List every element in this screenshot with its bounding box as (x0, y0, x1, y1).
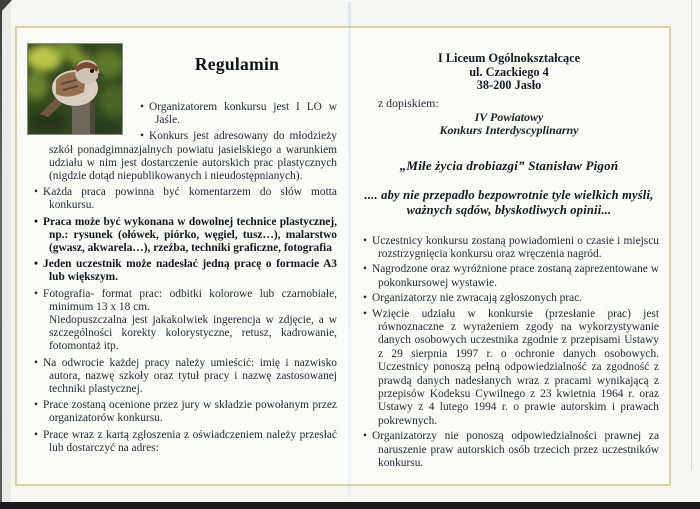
leaflet-sheet (15, 26, 671, 486)
bullet-marker (363, 263, 372, 275)
list-item-text: Prace wraz z kartą zgłoszenia z oświadczeniem należy przesłać lub dostarczyć na adres: (43, 428, 337, 454)
left-page (17, 28, 347, 484)
bullet-marker (363, 292, 372, 304)
motto-quote: „Miłe życia drobiazgi” Stanisław Pigoń (399, 157, 619, 173)
list-item-text: Wzięcie udziału w konkursie (przesłanie prac) jest równoznaczne z wyrażeniem zgody na wykorzystywanie danych osobowych uczestnika zgodnie z przepisami Ustawy z 29 sierpnia 1997 r. o ochronie danych osobowych. Uczestnicy ponoszą pełną odpowiedzialność za zgodność z prawdą danych nadesłanych wraz z pracami wynikającą z przepisów Kodeksu Cywilnego z 23 kwietnia 1964 r. oraz Ustawy z 4 lutego 1994 r. o prawie autorskim i prawach pokrewnych. (372, 307, 659, 427)
bullet-marker (34, 357, 43, 369)
sparrow-photo (27, 43, 123, 135)
list-item (30, 429, 337, 455)
motto-line1: .... aby nie przepadło bezpowrotnie tyle wielkich myśli, (364, 187, 654, 202)
bullet-marker (363, 308, 372, 320)
address-line-city: 38-200 Jasło (476, 78, 542, 92)
right-page (347, 28, 669, 484)
list-item (30, 357, 337, 397)
list-item (30, 258, 337, 284)
list-item (359, 430, 659, 470)
bullet-marker (34, 186, 43, 198)
motto-text (359, 188, 659, 219)
list-item-text: Każda praca powinna być komentarzem do słów motta konkursu. (43, 186, 337, 212)
scan-edge-left-line (0, 0, 2, 509)
scan-edge-right-line (691, 0, 692, 470)
list-item (359, 308, 659, 429)
address-block (359, 52, 659, 93)
bullet-marker (363, 430, 372, 442)
list-item-text: Jeden uczestnik może nadesłać jedną pracę o formacie A3 lub większym. (43, 258, 337, 284)
address-line-school: I Liceum Ogólnokształcące (437, 51, 581, 65)
bullet-marker (34, 429, 43, 441)
list-item-text: Nagrodzone oraz wyróżnione prace zostaną zaprezentowane w pokonkursowej wystawie. (372, 263, 659, 289)
contest-name-line2: Konkurs Interdyscyplinarny (439, 123, 579, 137)
contest-name (359, 111, 659, 138)
list-item-text: Organizatorzy nie zwracają zgłoszonych prac. (372, 292, 583, 305)
list-item (30, 288, 337, 354)
list-item (30, 399, 337, 425)
scan-edge-left-strip (2, 0, 11, 509)
list-item (359, 292, 659, 305)
page-title: Regulamin (194, 54, 280, 74)
list-item (30, 186, 337, 212)
bullet-marker (34, 288, 43, 300)
list-item-text: Praca może być wykonana w dowolnej technice plastycznej, np.: rysunek (ołówek, piórko, węgiel, tusz…), malarstwo (gwasz, akwarela…), rzeźba, techniki graficzne, fotografia (43, 215, 337, 255)
list-item (359, 263, 659, 290)
left-bullet-list (30, 101, 337, 455)
bullet-marker (363, 235, 372, 247)
contest-name-line1: IV Powiatowy (474, 109, 544, 124)
list-item-text: Uczestnicy konkursu zostaną powiadomieni o czasie i miejscu rozstrzygnięcia konkursu oraz wręczenia nagród. (372, 234, 659, 260)
bullet-marker (34, 258, 43, 270)
bullet-marker (140, 101, 149, 113)
bullet-marker (34, 216, 43, 228)
bullet-marker (34, 399, 43, 411)
list-item-continuation: Niedopuszczalna jest jakakolwiek ingerencja w zdjęcie, a w szczególności korekty kolorystyczne, retusz, kadrowanie, fotomontaż itp. (49, 314, 337, 353)
list-item (30, 130, 337, 183)
list-item (359, 235, 659, 262)
right-bullet-list (359, 235, 659, 471)
page-fold-line (348, 2, 351, 497)
list-item-text: Prace zostaną ocenione przez jury w składzie powołanym przez organizatorów konkursu. (43, 399, 337, 425)
list-item (30, 216, 337, 256)
address-line-street: ul. Czackiego 4 (469, 64, 549, 79)
list-item-text: Organizatorzy nie ponoszą odpowiedzialności prawnej za naruszenie praw autorskich osób trzecich przez uczestników konkursu. (372, 430, 659, 469)
list-item-text: Konkurs jest adresowany do młodzieży szkół ponadgimnazjalnych powiatu jasielskiego a warunkiem udziału w nim jest dostarczenie autorskich prac plastycznych (nigdzie dotąd niepublikowanych i nieudostępnianych). (49, 130, 337, 183)
bullet-marker (140, 130, 149, 142)
list-item-text: Organizatorem konkursu jest I LO w Jaśle. (149, 101, 337, 127)
list-item-text: Na odwrocie każdej pracy należy umieścić: imię i nazwisko autora, nazwę szkoły oraz tytuł pracy i nazwę zastosowanej techniki plastycznej. (43, 356, 337, 396)
list-item-text: Fotografia- format prac: odbitki kolorowe lub czarnobiałe, minimum 13 x 18 cm. (43, 287, 337, 313)
annotation-note: z dopiskiem: (378, 95, 439, 110)
motto-line2: ważnych sądów, błyskotliwych opinii... (406, 203, 612, 217)
sparrow-photo-art (28, 44, 122, 134)
scan-bottom-band (0, 502, 700, 509)
